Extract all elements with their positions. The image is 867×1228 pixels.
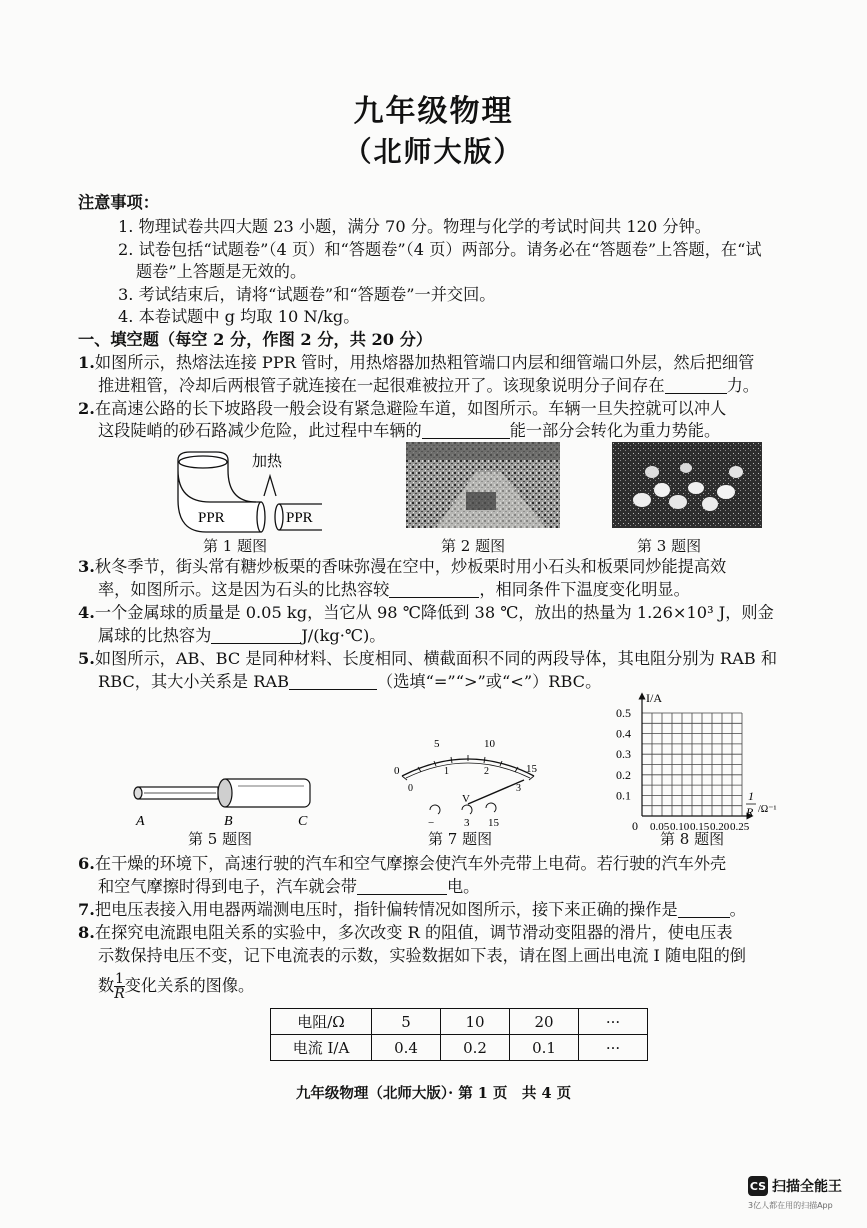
table-cell: 电流 I/A: [271, 1035, 372, 1061]
fig8-frac-den: R: [746, 805, 754, 819]
fig7-caption: 第 7 题图: [428, 830, 493, 848]
fig8-y-tick: 0.4: [616, 726, 631, 741]
fraction-1-over-r: $\frac{1}{R}$: [114, 971, 125, 1002]
fig5-label-c: C: [298, 814, 308, 826]
fig8-y-tick: 0.3: [616, 747, 631, 762]
fig8-frac-num: 1: [748, 789, 754, 803]
fig2-caption: 第 2 题图: [441, 537, 506, 555]
table-cell: ···: [579, 1035, 648, 1061]
notes-item-4: 4. 本卷试题中 g 均取 10 N/kg。: [118, 307, 360, 326]
fig1-ppr-label-left: PPR: [198, 510, 225, 526]
fig1-heat-label: 加热: [252, 452, 283, 470]
scanner-brand-name: 扫描全能王: [772, 1179, 842, 1195]
fig5-caption: 第 5 题图: [188, 830, 253, 848]
notes-item-3: 3. 考试结束后，请将“试题卷”和“答题卷”一并交回。: [118, 285, 496, 304]
fig7-unit: V: [462, 793, 470, 805]
fig1-caption: 第 1 题图: [203, 537, 268, 555]
q1-line2: 推进粗管，冷却后两根管子就连接在一起很难被拉开了。该现象说明分子间存在 力。: [98, 376, 759, 395]
q5-line2: RBC，其大小关系是 RAB （选填“=”“>”或“<”）RBC。: [98, 672, 602, 691]
table-cell: 0.1: [510, 1035, 579, 1061]
answer-blank[interactable]: [422, 422, 510, 439]
fig8-x-tick: 0.25: [730, 821, 750, 830]
table-row: [271, 1009, 648, 1035]
q1-line1: 1.如图所示，热熔法连接 PPR 管时，用热熔器加热粗管端口内层和细管端口外层，然后把细管: [78, 353, 755, 372]
answer-blank[interactable]: [357, 878, 447, 895]
fig8-y-tick: 0.2: [616, 767, 631, 782]
fig8-x-tick: 0.10: [670, 821, 690, 830]
table-cell: 电阻/Ω: [271, 1009, 372, 1035]
q4-line2: 属球的比热容为 J/(kg·℃)。: [98, 626, 386, 645]
table-cell: 5: [372, 1009, 441, 1035]
fig7-terminal-15: 15: [488, 817, 499, 829]
fig7-scale-5: 5: [434, 738, 440, 750]
q6-line1: 6.在干燥的环境下，高速行驶的汽车和空气摩擦会使汽车外壳带上电荷。若行驶的汽车外壳: [78, 854, 727, 873]
fig8-grid-chart: [600, 690, 810, 830]
fig2-escape-lane-photo: [406, 442, 560, 528]
q5-line1: 5.如图所示，AB、BC 是同种材料、长度相同、横截面积不同的两段导体，其电阻分别为 RAB 和: [78, 649, 778, 668]
fig7-inner-3: 3: [516, 783, 521, 794]
answer-blank[interactable]: [678, 901, 730, 918]
answer-blank[interactable]: [211, 627, 301, 644]
fig1-ppr-pipes: [176, 440, 336, 535]
fig8-y-tick: 0.1: [616, 788, 631, 803]
section-heading: 一、填空题（每空 2 分，作图 2 分，共 20 分）: [78, 330, 433, 349]
notes-item-2: 2. 试卷包括“试题卷”（4 页）和“答题卷”（4 页）两部分。请务必在“答题卷”上答题，在“试: [118, 240, 762, 259]
scanner-watermark: [748, 1176, 842, 1211]
fig7-inner-1: 1: [444, 766, 449, 777]
notes-heading: 注意事项：: [78, 193, 159, 212]
data-table: [270, 1008, 648, 1061]
fig8-x-tick: 0: [632, 819, 638, 830]
table-cell: 10: [441, 1009, 510, 1035]
table-cell: 0.2: [441, 1035, 510, 1061]
q8-line1: 8.在探究电流跟电阻关系的实验中，多次改变 R 的阻值，调节滑动变阻器的滑片，使电压表: [78, 923, 733, 942]
scanner-tagline: 3亿人都在用的扫描App: [748, 1201, 833, 1210]
fig8-caption: 第 8 题图: [660, 830, 725, 848]
fig8-x-tick: 0.05: [650, 821, 670, 830]
fig8-y-tick: 0.5: [616, 706, 631, 720]
fig5-label-a: A: [136, 814, 145, 826]
q7-line1: 7.把电压表接入用电器两端测电压时，指针偏转情况如图所示，接下来正确的操作是 。: [78, 900, 746, 919]
fig8-x-tick: 0.20: [710, 821, 730, 830]
page-title: 九年级物理: [353, 94, 514, 129]
q3-line1: 3.秋冬季节，街头常有糖炒板栗的香味弥漫在空中，炒板栗时用小石头和板栗同炒能提高效: [78, 557, 727, 576]
q8-line2: 示数保持电压不变，记下电流表的示数，实验数据如下表，请在图上画出电流 I 随电阻的倒: [98, 946, 746, 965]
q2-line2: 这段陡峭的砂石路减少危险，此过程中车辆的 能一部分会转化为重力势能。: [98, 421, 721, 440]
page-subtitle: （北师大版）: [343, 135, 524, 168]
table-row: [271, 1035, 648, 1061]
q8-line3: 数 $\frac{1}{R}$ 变化关系的图像。: [98, 971, 255, 1002]
answer-blank[interactable]: [389, 581, 479, 598]
fig3-chestnut-photo: [612, 442, 762, 528]
table-cell: ···: [579, 1009, 648, 1035]
answer-blank[interactable]: [289, 673, 377, 690]
fig7-scale-10: 10: [484, 738, 495, 750]
fig7-terminal-neg: −: [428, 817, 435, 829]
table-cell: 0.4: [372, 1035, 441, 1061]
fig8-x-unit: /Ω⁻¹: [758, 804, 777, 815]
table-cell: 20: [510, 1009, 579, 1035]
notes-item-2-cont: 题卷”上答题是无效的。: [136, 262, 307, 281]
fig7-inner-0: 0: [408, 783, 413, 794]
fig8-x-tick: 0.15: [690, 821, 710, 830]
fig8-y-label: I/A: [646, 691, 662, 705]
fig1-ppr-label-right: PPR: [286, 510, 313, 526]
fig3-caption: 第 3 题图: [637, 537, 702, 555]
fig5-label-b: B: [224, 814, 233, 826]
q2-line1: 2.在高速公路的长下坡路段一般会设有紧急避险车道，如图所示。车辆一旦失控就可以冲人: [78, 399, 727, 418]
q3-line2: 率，如图所示。这是因为石头的比热容较 ，相同条件下温度变化明显。: [98, 580, 690, 599]
page-footer: 九年级物理（北师大版）· 第 1 页 共 4 页: [295, 1085, 572, 1102]
fig5-conductor: [128, 776, 328, 826]
fig7-terminal-3: 3: [464, 817, 470, 829]
fig7-scale-15: 15: [526, 763, 537, 775]
q4-line1: 4.一个金属球的质量是 0.05 kg，当它从 98 ℃降低到 38 ℃，放出的热量为 1.26×10³ J，则金: [78, 603, 774, 622]
answer-blank[interactable]: [665, 377, 727, 394]
fig7-inner-2: 2: [484, 766, 489, 777]
fig7-scale-0: 0: [394, 765, 400, 777]
q6-line2: 和空气摩擦时得到电子，汽车就会带 电。: [98, 877, 480, 896]
fig7-voltmeter: [388, 734, 548, 830]
notes-item-1: 1. 物理试卷共四大题 23 小题，满分 70 分。物理与化学的考试时间共 120 分钟。: [118, 217, 711, 236]
cs-logo-icon: CS: [748, 1176, 768, 1196]
